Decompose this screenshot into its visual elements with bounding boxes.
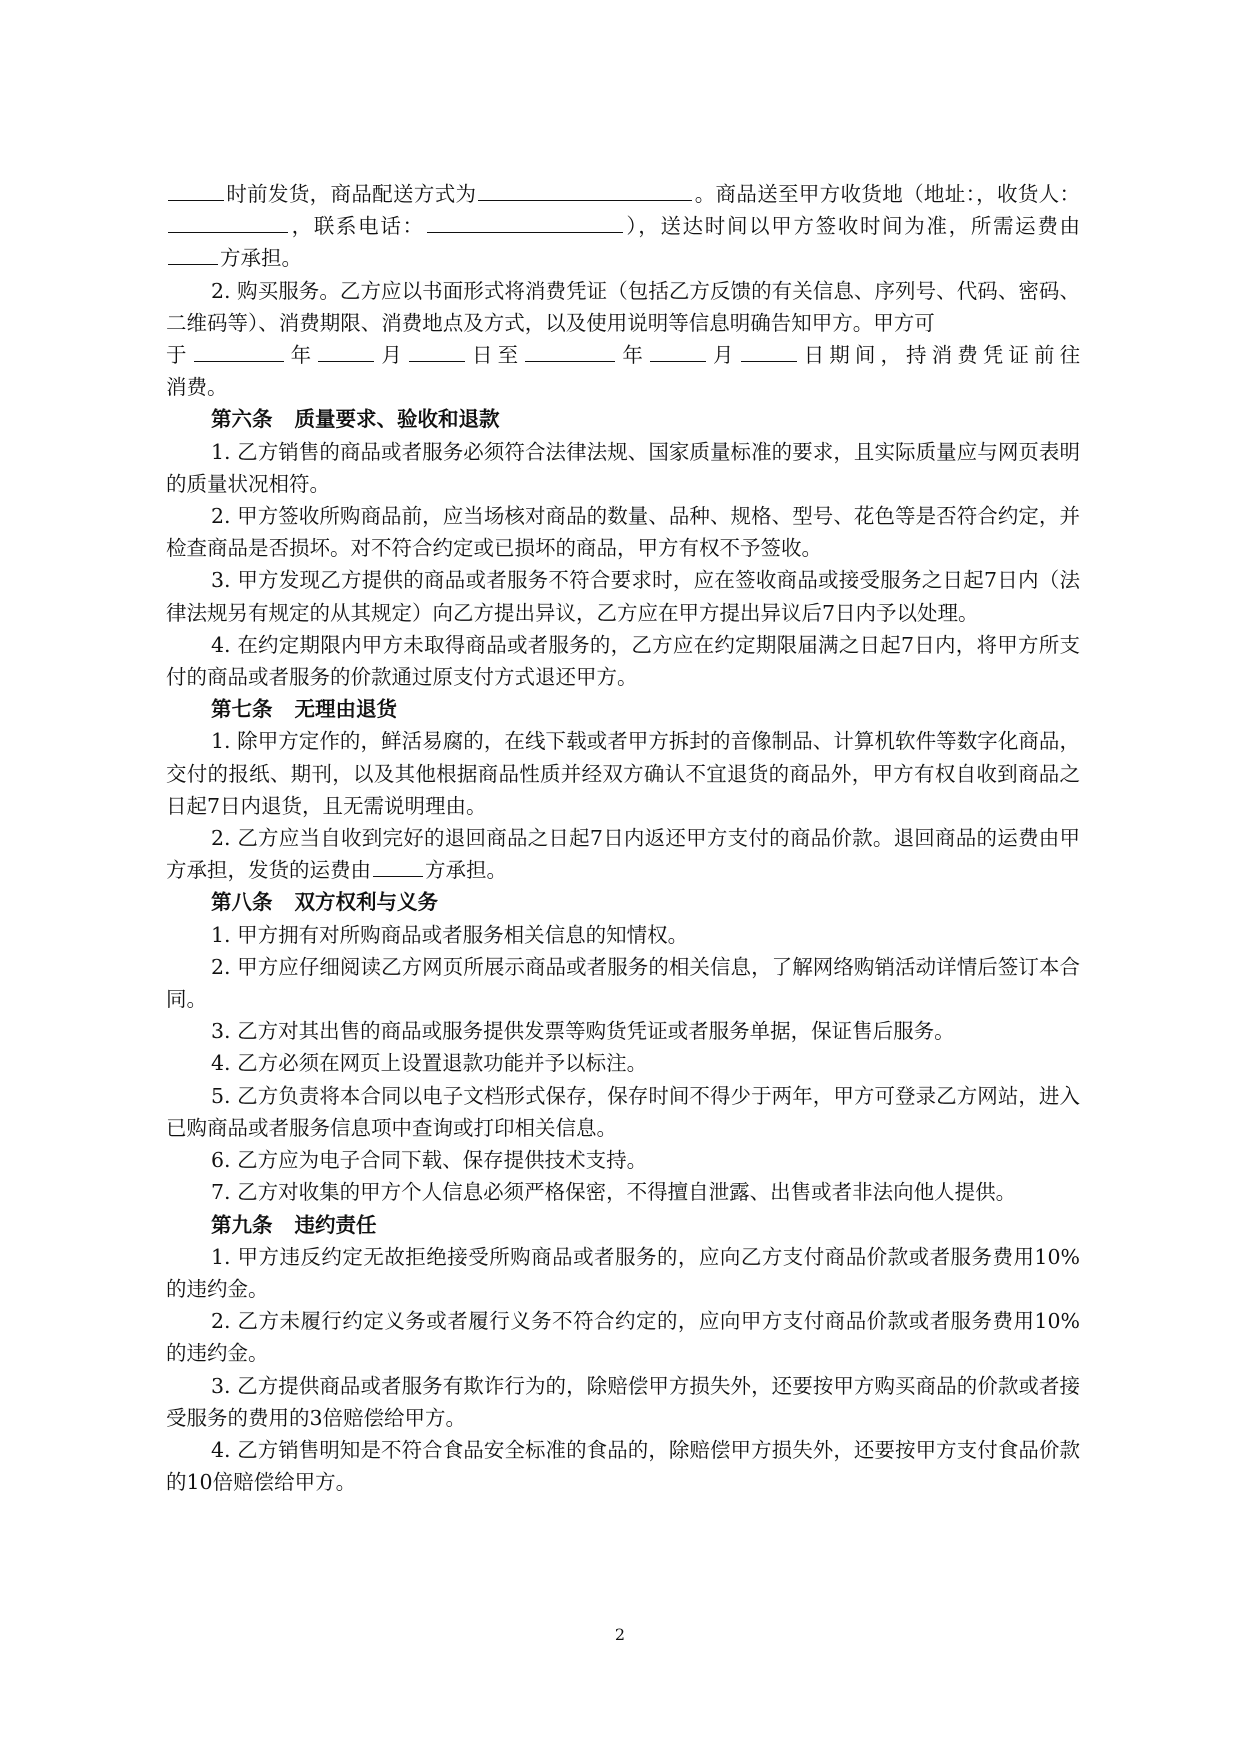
blank-delivery-method bbox=[478, 178, 692, 201]
clause-6-item: 2. 甲方签收所购商品前，应当场核对商品的数量、品种、规格、型号、花色等是否符合约定，并检查商品是否损坏。对不符合约定或已损坏的商品，甲方有权不予签收。 bbox=[166, 504, 1080, 561]
delivery-paragraph: 时前发货，商品配送方式为 。商品送至甲方收货地（地址：，收货人：，联系电话： ），送达时间以甲方签收时间为准，所需运费由方承担。 bbox=[166, 178, 1080, 275]
blank-start-month bbox=[318, 339, 374, 362]
service-paragraph: 2. 购买服务。乙方应以书面形式将消费凭证（包括乙方反馈的有关信息、序列号、代码、密码、二维码等）、消费期限、消费地点及方式，以及使用说明等信息明确告知甲方。甲方可 bbox=[166, 278, 1080, 335]
clause-8-item: 6. 乙方应为电子合同下载、保存提供技术支持。 bbox=[211, 1148, 648, 1173]
clause-6-item: 1. 乙方销售的商品或者服务必须符合法律法规、国家质量标准的要求，且实际质量应与网页表明的质量状况相符。 bbox=[166, 439, 1080, 496]
blank-end-year bbox=[525, 339, 615, 362]
blank-start-day bbox=[409, 339, 465, 362]
blank-phone bbox=[427, 210, 623, 233]
clause-9-heading: 第九条 违约责任 bbox=[211, 1212, 377, 1237]
contract-body bbox=[166, 178, 1080, 1498]
clause-8-item: 1. 甲方拥有对所购商品或者服务相关信息的知情权。 bbox=[211, 922, 689, 947]
clause-9-item: 3. 乙方提供商品或者服务有欺诈行为的，除赔偿甲方损失外，还要按甲方购买商品的价款或者接受服务的费用的3倍赔偿给甲方。 bbox=[166, 1373, 1080, 1430]
clause-8-item: 3. 乙方对其出售的商品或服务提供发票等购货凭证或者服务单据，保证售后服务。 bbox=[211, 1019, 955, 1044]
clause-8-item: 4. 乙方必须在网页上设置退款功能并予以标注。 bbox=[211, 1051, 648, 1076]
blank-recipient bbox=[168, 210, 288, 233]
clause-6-item: 3. 甲方发现乙方提供的商品或者服务不符合要求时，应在签收商品或接受服务之日起7日内（法律法规另有规定的从其规定）向乙方提出异议，乙方应在甲方提出异议后7日内予以处理。 bbox=[166, 568, 1080, 625]
blank-delivery-time bbox=[168, 178, 224, 201]
clause-7-item: 1. 除甲方定作的，鲜活易腐的，在线下载或者甲方拆封的音像制品、计算机软件等数字化商品，交付的报纸、期刊，以及其他根据商品性质并经双方确认不宜退货的商品外，甲方有权自收到商品之日起7日内退货，且无需说明理由。 bbox=[166, 729, 1080, 818]
page-number: 2 bbox=[614, 1625, 626, 1644]
clause-9-item: 2. 乙方未履行约定义务或者履行义务不符合约定的，应向甲方支付商品价款或者服务费用10%的违约金。 bbox=[166, 1309, 1080, 1366]
clause-7-heading: 第七条 无理由退货 bbox=[211, 697, 397, 722]
clause-9-item: 4. 乙方销售明知是不符合食品安全标准的食品的，除赔偿甲方损失外，还要按甲方支付食品价款的10倍赔偿给甲方。 bbox=[166, 1437, 1080, 1495]
clause-8-item: 2. 甲方应仔细阅读乙方网页所展示商品或者服务的相关信息，了解网络购销活动详情后签订本合同。 bbox=[166, 954, 1080, 1012]
blank-end-day bbox=[741, 339, 797, 362]
clause-8-heading: 第八条 双方权利与义务 bbox=[211, 890, 438, 915]
blank-freight-party bbox=[168, 242, 218, 265]
clause-8-item: 5. 乙方负责将本合同以电子文档形式保存，保存时间不得少于两年，甲方可登录乙方网站，进入已购商品或者服务信息项中查询或打印相关信息。 bbox=[166, 1083, 1080, 1140]
blank-start-year bbox=[194, 339, 284, 362]
service-paragraph-end: 消费。 bbox=[166, 375, 228, 400]
clause-6-heading: 第六条 质量要求、验收和退款 bbox=[211, 407, 500, 432]
blank-end-month bbox=[650, 339, 706, 362]
clause-6-item: 4. 在约定期限内甲方未取得商品或者服务的，乙方应在约定期限届满之日起7日内，将甲方所支付的商品或者服务的价款通过原支付方式退还甲方。 bbox=[166, 632, 1080, 690]
service-period-line: 于 年 月 日至 年 月 日期间，持消费凭证前往 bbox=[166, 339, 1080, 371]
clause-8-item: 7. 乙方对收集的甲方个人信息必须严格保密，不得擅自泄露、出售或者非法向他人提供。 bbox=[211, 1180, 1017, 1205]
clause-9-item: 1. 甲方违反约定无故拒绝接受所购商品或者服务的，应向乙方支付商品价款或者服务费用10%的违约金。 bbox=[166, 1244, 1080, 1301]
blank-shipping-party bbox=[373, 854, 423, 877]
clause-7-item: 2. 乙方应当自收到完好的退回商品之日起7日内返还甲方支付的商品价款。退回商品的运费由甲方承担，发货的运费由 方承担。 bbox=[166, 826, 1080, 883]
